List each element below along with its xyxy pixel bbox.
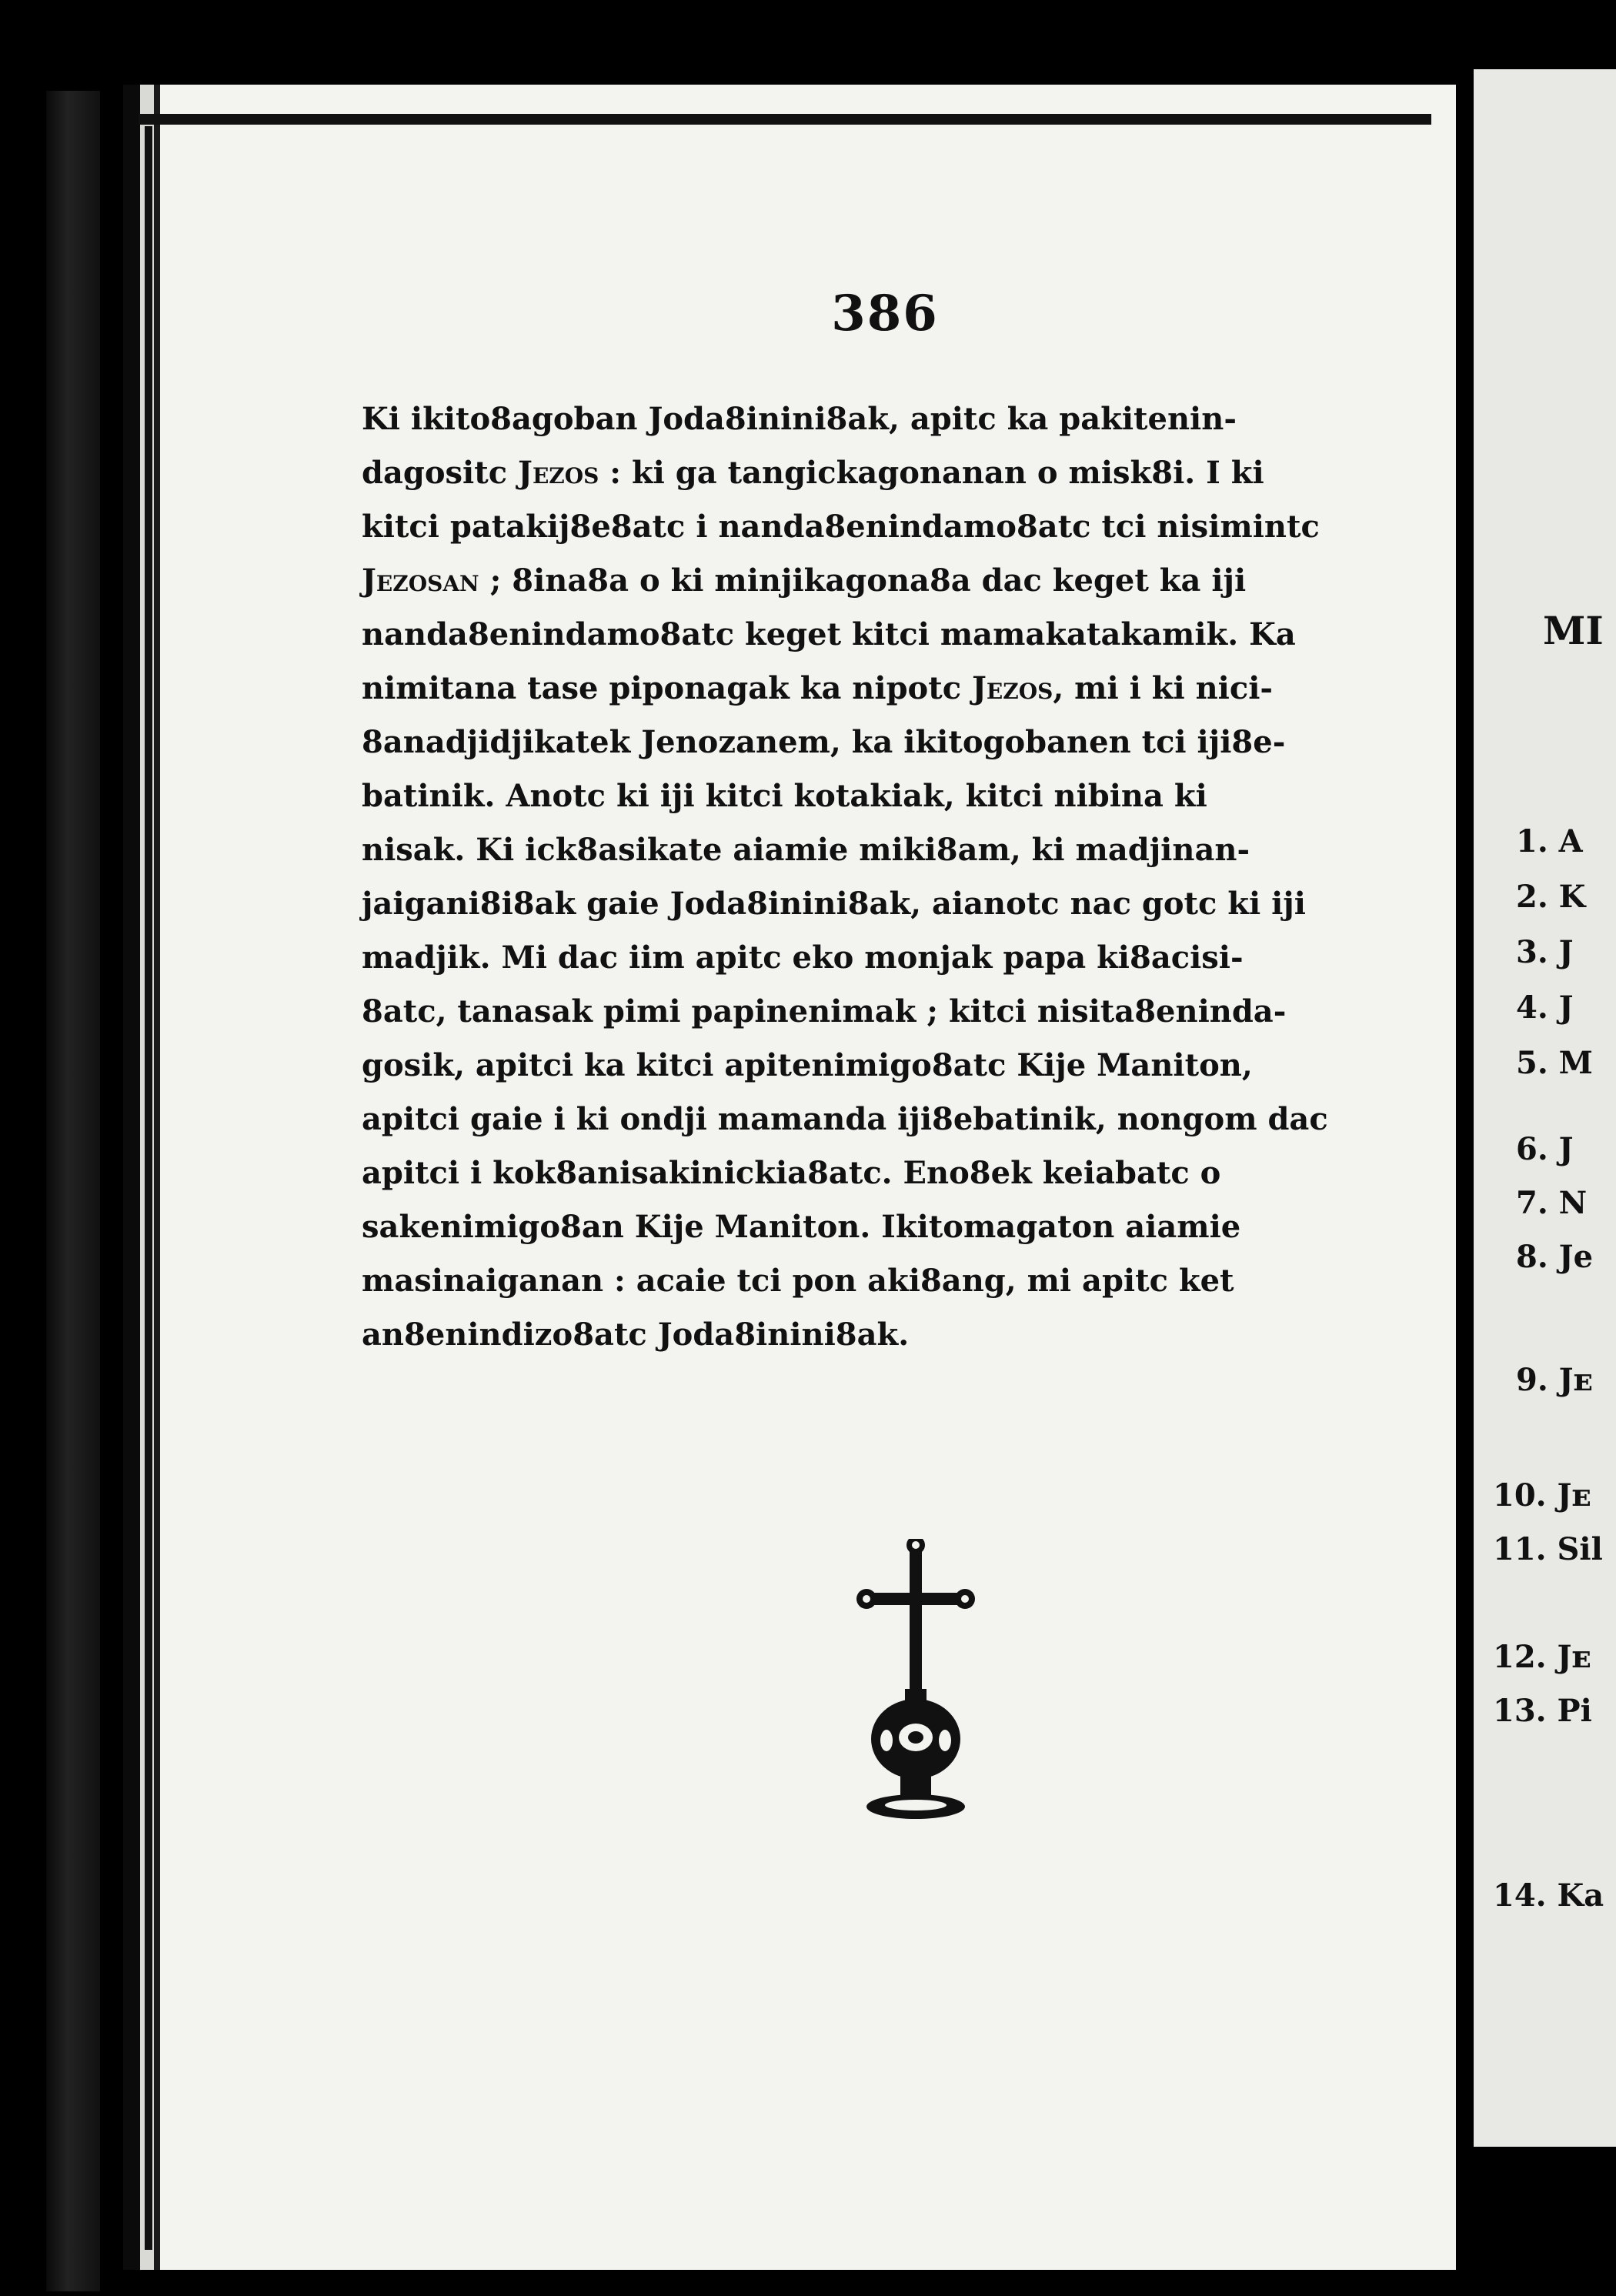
text-line: dagositc Jezos : ki ga tangickagonanan o misk8i. I ki <box>362 455 1264 491</box>
text-line: nisak. Ki ick8asikate aiamie miki8am, ki madjinan- <box>362 832 1250 868</box>
text-line: nimitana tase piponagak ka nipotc Jezos, mi i ki nici- <box>362 670 1274 706</box>
text-line: Jezosan ; 8ina8a o ki minjikagona8a dac keget ka iji <box>362 562 1247 599</box>
facing-page-list-item: 3. J <box>1516 934 1574 970</box>
text-line: apitci i kok8anisakinickia8atc. Eno8ek keiabatc o <box>362 1155 1221 1191</box>
facing-page-list-item: 4. J <box>1516 989 1574 1026</box>
text-line: gosik, apitci ka kitci apitenimigo8atc Kije Maniton, <box>362 1047 1253 1083</box>
facing-page-list-item: 11. Sil <box>1493 1531 1603 1567</box>
body-paragraph <box>362 392 1393 1362</box>
cross-on-orb-icon <box>854 1539 977 1824</box>
facing-page-list-item: 13. Pi <box>1493 1693 1592 1729</box>
small-caps-name: Jezos <box>972 670 1053 706</box>
text-line: apitci gaie i ki ondji mamanda iji8ebatinik, nongom dac <box>362 1101 1328 1137</box>
page-left-border <box>145 126 152 2250</box>
text-line: madjik. Mi dac iim apitc eko monjak papa ki8acisi- <box>362 939 1244 976</box>
text-line: nanda8enindamo8atc keget kitci mamakatakamik. Ka <box>362 616 1296 652</box>
facing-page-list-item: 9. Jᴇ <box>1516 1362 1593 1398</box>
book-spine-edge <box>46 91 100 2291</box>
text-line: sakenimigo8an Kije Maniton. Ikitomagaton aiamie <box>362 1209 1241 1245</box>
small-caps-name: Jezosan <box>362 562 479 599</box>
facing-page-list-item: 12. Jᴇ <box>1493 1639 1591 1675</box>
text-line: batinik. Anotc ki iji kitci kotakiak, kitci nibina ki <box>362 778 1207 814</box>
facing-page-list-item: 10. Jᴇ <box>1493 1477 1591 1513</box>
text-line: 8anadjidjikatek Jenozanem, ka ikitogobanen tci iji8e- <box>362 724 1286 760</box>
text-line: masinaiganan : acaie tci pon aki8ang, mi apitc ket <box>362 1263 1234 1299</box>
page-number: 386 <box>831 285 939 342</box>
facing-page-list-item: 6. J <box>1516 1131 1574 1167</box>
facing-page-list-item: 2. K <box>1516 879 1586 915</box>
page-top-border <box>139 114 1431 125</box>
facing-page-list-item: 7. N <box>1516 1185 1588 1221</box>
text-line: jaigani8i8ak gaie Joda8inini8ak, aianotc nac gotc ki iji <box>362 886 1306 922</box>
facing-page-list-item: 5. M <box>1516 1045 1593 1081</box>
facing-page-heading: MI <box>1543 608 1604 653</box>
facing-page-list-item: 14. Ka <box>1493 1877 1604 1914</box>
facing-page-list-item: 8. Je <box>1516 1239 1594 1275</box>
facing-page-list-item: 1. A <box>1516 823 1583 859</box>
small-caps-name: Jezos <box>518 455 599 491</box>
text-line: Ki ikito8agoban Joda8inini8ak, apitc ka pakitenin- <box>362 401 1237 437</box>
text-line: 8atc, tanasak pimi papinenimak ; kitci nisita8eninda- <box>362 993 1287 1030</box>
text-line: kitci patakij8e8atc i nanda8enindamo8atc tci nisimintc <box>362 509 1320 545</box>
text-line: an8enindizo8atc Joda8inini8ak. <box>362 1317 910 1353</box>
facing-page <box>1474 69 1616 2147</box>
